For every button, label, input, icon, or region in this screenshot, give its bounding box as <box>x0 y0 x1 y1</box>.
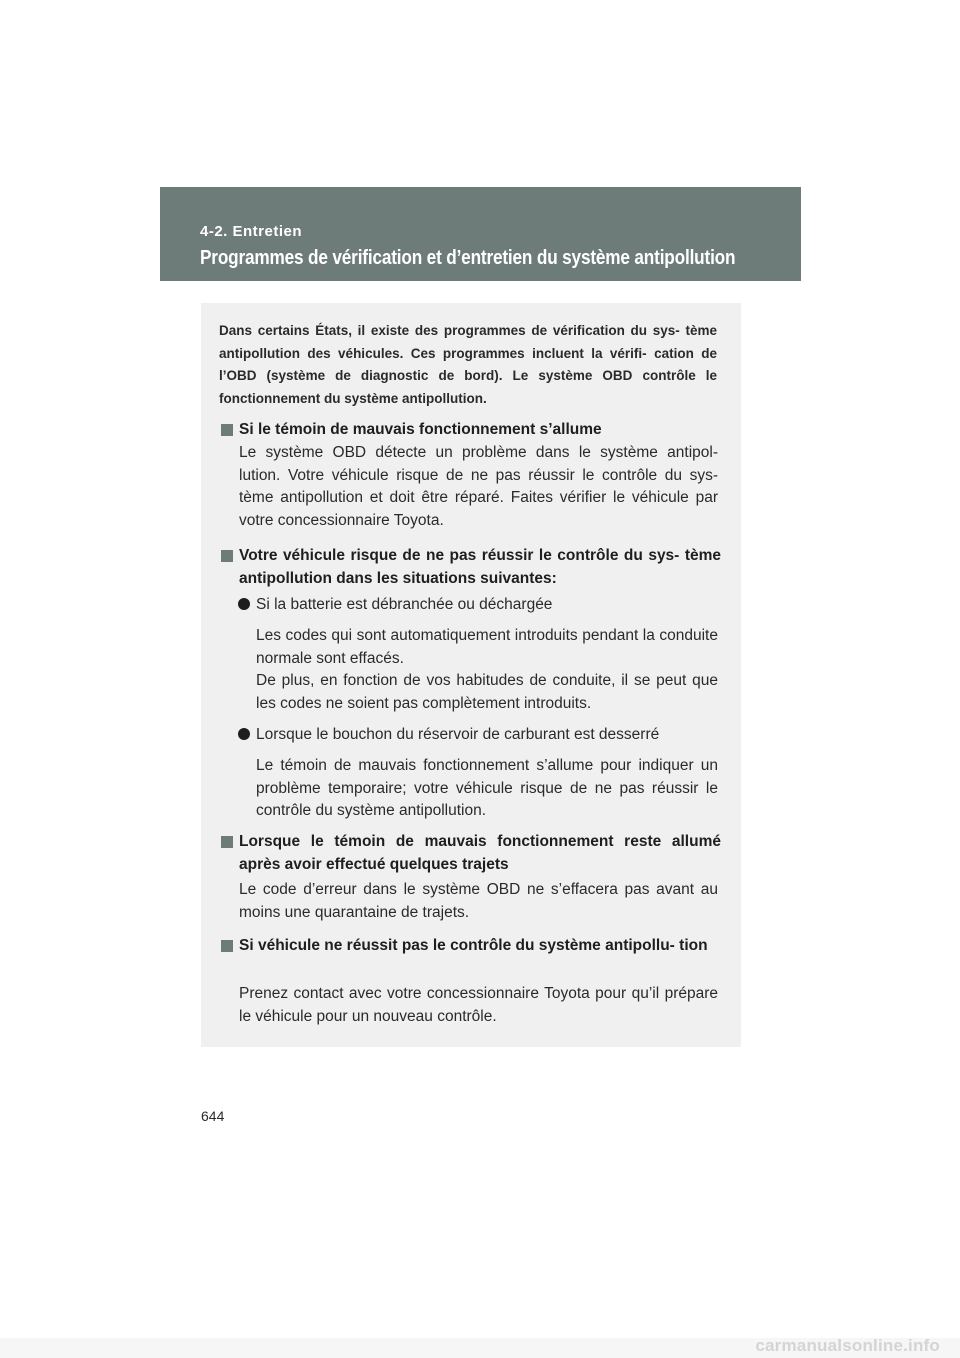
intro-paragraph: Dans certains États, il existe des programmes de vérification du sys- tème antipollution des véhicules. Ces programmes incluent la vérifi- cation de l’OBD (système de diagnostic de bord). Le système OBD contrôle le fonctionnement du système antipollution. <box>219 323 717 406</box>
bullet-body: Le témoin de mauvais fonctionnement s’allume pour indiquer un problème temporaire; votre véhicule risque de ne pas réussir le contrôle du système antipollution. <box>256 757 718 819</box>
square-bullet-icon <box>221 836 233 848</box>
bullet-body: Les codes qui sont automatiquement introduits pendant la conduite normale sont effacés. <box>256 627 718 667</box>
watermark: carmanualsonline.info <box>755 1336 940 1355</box>
section-body: Le code d’erreur dans le système OBD ne s’effacera pas avant au moins une quarantaine de trajets. <box>239 881 718 921</box>
bullet-item: Lorsque le bouchon du réservoir de carburant est desserré <box>238 723 718 746</box>
section-body: Le système OBD détecte un problème dans le système antipol- lution. Votre véhicule risque de ne pas réussir le contrôle du sys- tème antipollution et doit être réparé. Faites vérifier le véhicule par votre concessionnaire Toyota. <box>239 444 718 529</box>
content-box <box>201 303 741 1047</box>
bullet-item: Si la batterie est débranchée ou déchargée <box>238 593 718 616</box>
section-label: 4-2. Entretien <box>200 223 303 240</box>
header-band <box>160 187 801 281</box>
round-bullet-icon <box>238 728 250 740</box>
section-heading: Votre véhicule risque de ne pas réussir le contrôle du sys- tème antipollution dans les situations suivantes: <box>221 544 721 590</box>
square-bullet-icon <box>221 424 233 436</box>
section-heading: Si véhicule ne réussit pas le contrôle du système antipollu- tion <box>221 934 721 957</box>
section-body: Prenez contact avec votre concessionnaire Toyota pour qu’il prépare le véhicule pour un nouveau contrôle. <box>239 985 718 1025</box>
page-number: 644 <box>201 1108 225 1124</box>
bullet-body: De plus, en fonction de vos habitudes de conduite, il se peut que les codes ne soient pas complètement introduits. <box>256 672 718 712</box>
square-bullet-icon <box>221 550 233 562</box>
page-title: Programmes de vérification et d’entretien du système antipollution <box>200 247 736 269</box>
section-heading: Si le témoin de mauvais fonctionnement s’allume <box>221 418 721 441</box>
square-bullet-icon <box>221 940 233 952</box>
section-heading: Lorsque le témoin de mauvais fonctionnement reste allumé après avoir effectué quelques trajets <box>221 830 721 876</box>
round-bullet-icon <box>238 598 250 610</box>
